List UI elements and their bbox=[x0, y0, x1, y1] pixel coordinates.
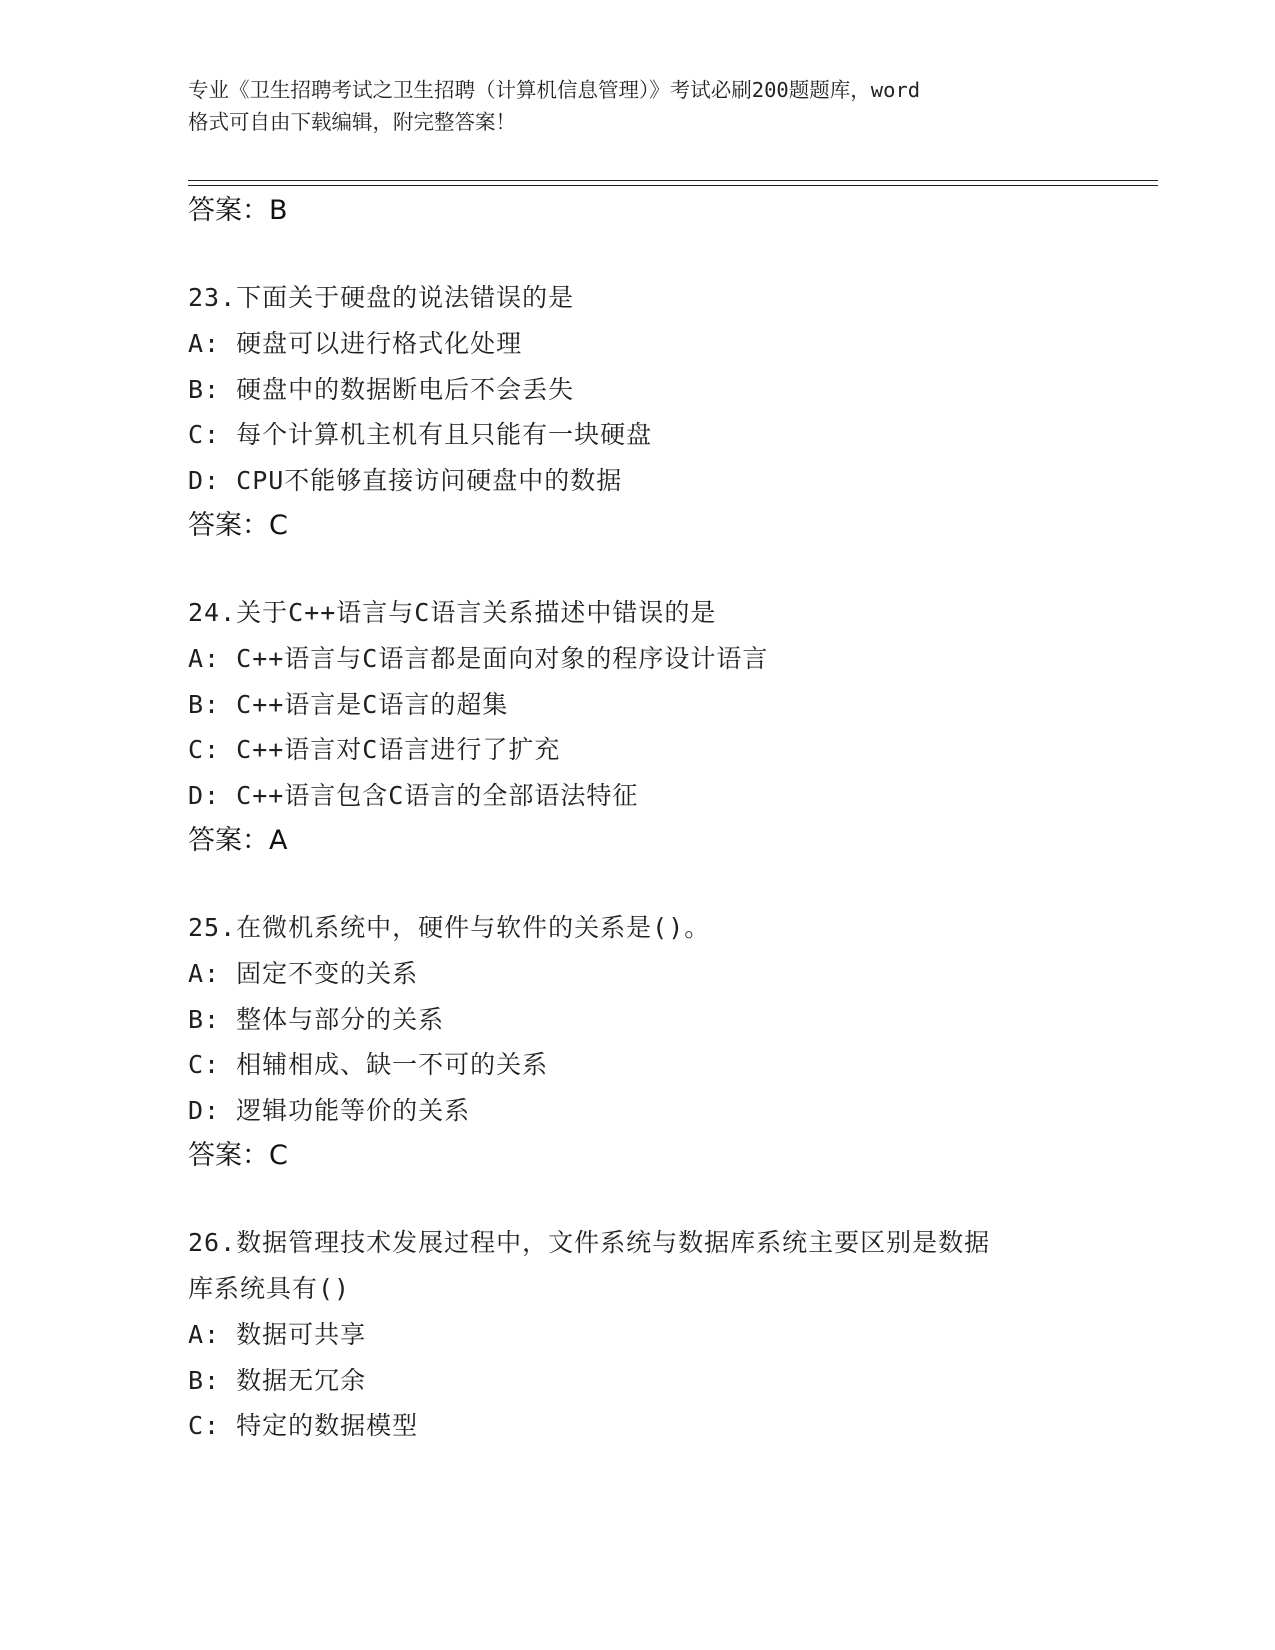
option-a: A: 硬盘可以进行格式化处理 bbox=[188, 329, 523, 358]
header-line-2: 格式可自由下载编辑，附完整答案！ bbox=[188, 110, 516, 134]
option-b: B: 硬盘中的数据断电后不会丢失 bbox=[188, 374, 575, 404]
question-stem: 24.关于C++语言与C语言关系描述中错误的是 bbox=[188, 598, 717, 627]
question-26 bbox=[188, 1220, 1148, 1449]
header-divider-bottom bbox=[188, 185, 1158, 186]
question-23 bbox=[188, 275, 1148, 548]
document-header bbox=[188, 74, 1088, 138]
option-c: C: 每个计算机主机有且只能有一块硬盘 bbox=[188, 420, 653, 449]
question-list bbox=[188, 188, 1148, 1449]
option-a: A: 固定不变的关系 bbox=[188, 959, 419, 988]
answer-line: 答案：C bbox=[188, 1140, 288, 1171]
question-25 bbox=[188, 905, 1148, 1178]
option-b: B: 整体与部分的关系 bbox=[188, 1004, 445, 1034]
question-stem: 23.下面关于硬盘的说法错误的是 bbox=[188, 283, 575, 312]
option-b: B: 数据无冗余 bbox=[188, 1365, 367, 1395]
option-c: C: 相辅相成、缺一不可的关系 bbox=[188, 1050, 549, 1079]
question-stem: 25.在微机系统中，硬件与软件的关系是()。 bbox=[188, 913, 711, 942]
question-24 bbox=[188, 590, 1148, 863]
header-line-1: 专业《卫生招聘考试之卫生招聘（计算机信息管理）》考试必刷200题题库，word bbox=[188, 78, 921, 102]
header-divider-top bbox=[188, 180, 1158, 181]
option-a: A: 数据可共享 bbox=[188, 1320, 367, 1349]
previous-answer: 答案：B bbox=[188, 195, 288, 226]
answer-line: 答案：A bbox=[188, 825, 288, 856]
option-c: C: C++语言对C语言进行了扩充 bbox=[188, 735, 561, 764]
answer-line: 答案：C bbox=[188, 510, 288, 541]
option-b: B: C++语言是C语言的超集 bbox=[188, 689, 509, 719]
option-c: C: 特定的数据模型 bbox=[188, 1411, 419, 1440]
question-stem-line-2: 库系统具有() bbox=[188, 1274, 351, 1303]
option-a: A: C++语言与C语言都是面向对象的程序设计语言 bbox=[188, 644, 769, 673]
option-d: D: CPU不能够直接访问硬盘中的数据 bbox=[188, 465, 623, 495]
question-stem-line-1: 26.数据管理技术发展过程中，文件系统与数据库系统主要区别是数据 bbox=[188, 1228, 991, 1257]
option-d: D: 逻辑功能等价的关系 bbox=[188, 1095, 471, 1125]
option-d: D: C++语言包含C语言的全部语法特征 bbox=[188, 780, 639, 810]
